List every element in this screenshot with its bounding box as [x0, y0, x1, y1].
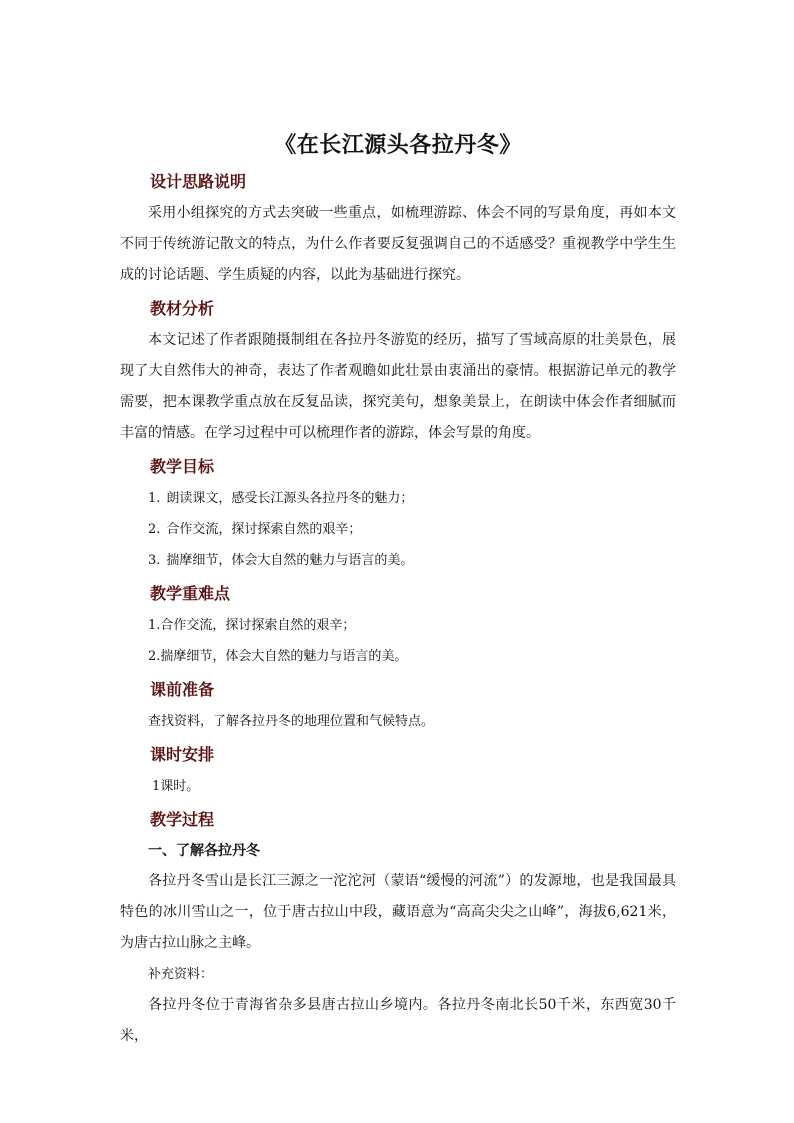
list-item-text: 揣摩细节，体会大自然的魅力与语言的美。 — [166, 553, 414, 568]
paragraph-material-analysis: 本文记述了作者跟随摄制组在各拉丹冬游览的经历，描写了雪域高原的壮美景色，展现了大自然伟大的神奇，表达了作者观瞻如此壮景由衷涌出的豪情。根据游记单元的教学需要，把本课教学重点放在反复品读，探究美句，想象美景上，在朗读中体会作者细腻而丰富的情感。在学习过程中可以梳理作者的游踪，体会写景的角度。 — [120, 332, 676, 441]
supplementary-label: 补充资料： — [148, 967, 214, 982]
paragraph-supplementary: 各拉丹冬位于青海省杂多县唐古拉山乡境内。各拉丹冬南北长50千米，东西宽30千米， — [120, 997, 676, 1044]
heading-teaching-process: 教学过程 — [150, 810, 215, 829]
heading-design-rationale: 设计思路说明 — [150, 172, 247, 191]
paragraph-geladandong-intro: 各拉丹冬雪山是长江三源之一沱沱河（蒙语“缓慢的河流”）的发源地，也是我国最具特色的冰川雪山之一，位于唐古拉山中段，藏语意为“高高尖尖之山峰”，海拔6,621米，为唐古拉山脉之主峰。 — [120, 873, 676, 951]
list-item — [148, 610, 676, 641]
list-item-number: 1. — [148, 618, 161, 633]
list-item-text: 揣摩细节，体会大自然的魅力与语言的美。 — [160, 649, 408, 664]
heading-schedule: 课时安排 — [150, 745, 215, 764]
heading-teaching-goals: 教学目标 — [150, 457, 215, 476]
list-item — [148, 641, 676, 672]
paragraph-preparation: 查找资料，了解各拉丹冬的地理位置和气候特点。 — [148, 714, 435, 729]
list-item-number: 2. — [148, 649, 161, 664]
list-item-text: 合作交流，探讨探索自然的艰辛； — [160, 618, 356, 633]
paragraph-schedule: 1课时。 — [152, 779, 200, 794]
list-item-number: 3. — [148, 553, 161, 568]
document-page — [120, 128, 676, 1052]
heading-preparation: 课前准备 — [150, 680, 215, 699]
list-item-text: 合作交流，探讨探索自然的艰辛； — [166, 522, 362, 537]
list-item — [148, 483, 676, 514]
list-item — [148, 545, 676, 576]
heading-material-analysis: 教材分析 — [150, 299, 215, 318]
heading-key-points: 教学重难点 — [150, 584, 231, 603]
paragraph-design-rationale: 采用小组探究的方式去突破一些重点，如梳理游踪、体会不同的写景角度，再如本文不同于传统游记散文的特点，为什么作者要反复强调自己的不适感受？重视教学中学生生成的讨论话题、学生质疑的内容，以此为基础进行探究。 — [120, 205, 676, 283]
list-item — [148, 514, 676, 545]
list-item-number: 1. — [148, 491, 161, 506]
page-title: 《在长江源头各拉丹冬》 — [274, 132, 522, 158]
list-item-number: 2. — [148, 522, 161, 537]
subheading-learn-geladandong: 一、了解各拉丹冬 — [148, 843, 260, 859]
list-item-text: 朗读课文，感受长江源头各拉丹冬的魅力； — [166, 491, 414, 506]
